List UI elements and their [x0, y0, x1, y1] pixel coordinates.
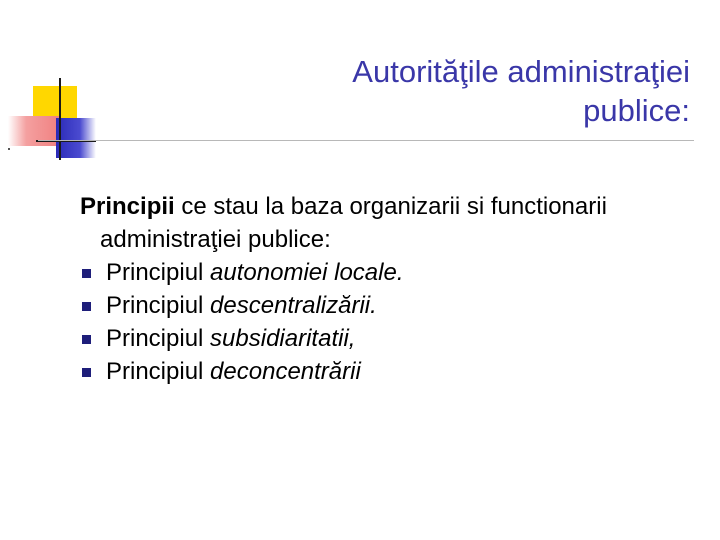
- list-item: [80, 289, 700, 322]
- deco-blue-bar: [56, 118, 96, 158]
- title-divider: [38, 140, 694, 141]
- slide-title-line-1: Autorităţile administraţiei: [352, 54, 690, 89]
- list-item: [80, 256, 700, 289]
- intro-bold-text: Principii: [80, 193, 175, 220]
- slide-title-line-2: publice:: [583, 93, 690, 128]
- square-bullet-icon: [82, 335, 91, 344]
- list-item-prefix: Principiul: [106, 259, 211, 286]
- square-bullet-icon: [82, 302, 91, 311]
- slide-title: [170, 52, 690, 130]
- square-bullet-icon: [82, 269, 91, 278]
- deco-dot: [8, 148, 10, 150]
- list-item-emphasis: descentralizării.: [210, 292, 377, 319]
- list-item-prefix: Principiul: [106, 292, 211, 319]
- list-item-prefix: Principiul: [106, 325, 211, 352]
- slide-body: [80, 190, 700, 388]
- deco-vertical-line: [59, 78, 61, 160]
- list-item: [80, 322, 700, 355]
- list-item-prefix: Principiul: [106, 358, 211, 385]
- list-item-emphasis: deconcentrării: [210, 358, 361, 385]
- principles-list: [80, 256, 700, 388]
- intro-text: ce stau la baza organizarii si functionarii administraţiei publice:: [100, 193, 607, 253]
- list-item-emphasis: autonomiei locale.: [210, 259, 404, 286]
- list-item: [80, 355, 700, 388]
- intro-paragraph: [80, 190, 700, 256]
- decorative-squares-logo: [0, 0, 110, 170]
- square-bullet-icon: [82, 368, 91, 377]
- list-item-emphasis: subsidiaritatii,: [210, 325, 356, 352]
